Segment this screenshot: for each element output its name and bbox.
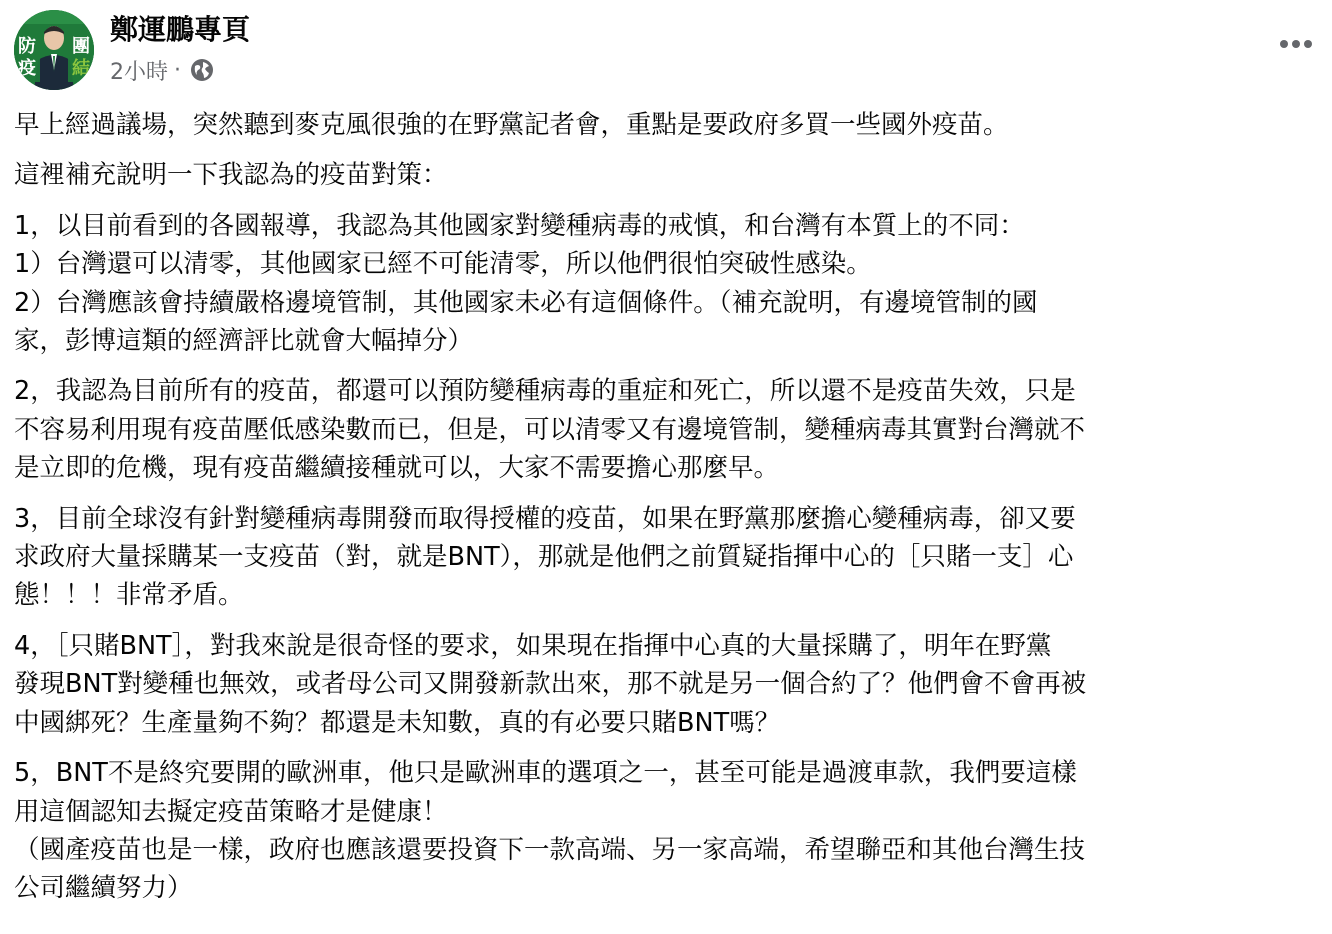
- paragraph-7: [14, 754, 1314, 908]
- text-line: 家，彭博這類的經濟評比就會大幅掉分）: [14, 326, 474, 357]
- text-line: 2，我認為目前所有的疫苗，都還可以預防變種病毒的重症和死亡，所以還不是疫苗失效，只是: [14, 376, 1076, 407]
- text-line: 5，BNT不是終究要開的歐洲車，他只是歐洲車的選項之一，甚至可能是過渡車款，我們要這樣: [14, 758, 1077, 789]
- text-line: （國產疫苗也是一樣，政府也應該還要投資下一款高端、另一家高端，希望聯亞和其他台灣生技: [14, 834, 1086, 865]
- more-horizontal-icon: [1279, 39, 1313, 49]
- text-line: 態！！！非常矛盾。: [14, 580, 244, 611]
- avatar-char-3: 團: [72, 36, 90, 57]
- paragraph-1: [14, 106, 1314, 144]
- globe-icon[interactable]: [189, 57, 215, 83]
- text-line: 不容易利用現有疫苗壓低感染數而已，但是，可以清零又有邊境管制，變種病毒其實對台灣就不: [14, 414, 1086, 445]
- meta-separator: ·: [174, 57, 181, 83]
- text-line: 2）台灣應該會持續嚴格邊境管制，其他國家未必有這個條件。（補充說明，有邊境管制的國: [14, 287, 1038, 318]
- text-line: 1）台灣還可以清零，其他國家已經不可能清零，所以他們很怕突破性感染。: [14, 249, 872, 280]
- avatar-char-1: 防: [18, 36, 36, 57]
- author-name[interactable]: 鄭運鵬專頁: [110, 13, 251, 46]
- text-line: 求政府大量採購某一支疫苗（對，就是BNT），那就是他們之前質疑指揮中心的［只賭一支］心: [14, 542, 1074, 573]
- paragraph-2: [14, 156, 1314, 194]
- avatar-char-4: 結: [72, 58, 90, 79]
- paragraph-3: [14, 207, 1314, 361]
- text-line: 用這個認知去擬定疫苗策略才是健康！: [14, 796, 448, 827]
- text-line: 這裡補充說明一下我認為的疫苗對策：: [14, 160, 448, 191]
- text-line: 公司繼續努力）: [14, 873, 193, 904]
- text-line: 4，［只賭BNT］，對我來說是很奇怪的要求，如果現在指揮中心真的大量採購了，明年在野黨: [14, 630, 1052, 661]
- post-time[interactable]: 2小時: [110, 59, 168, 85]
- avatar-char-2: 疫: [18, 58, 36, 79]
- text-line: 是立即的危機，現有疫苗繼續接種就可以，大家不需要擔心那麼早。: [14, 453, 780, 484]
- text-line: 中國綁死？生產量夠不夠？都還是未知數，真的有必要只賭BNT嗎？: [14, 707, 781, 738]
- post-meta: [110, 54, 215, 86]
- text-line: 1，以目前看到的各國報導，我認為其他國家對變種病毒的戒慎，和台灣有本質上的不同：: [14, 210, 1025, 241]
- avatar-image: [14, 10, 94, 90]
- more-options-button[interactable]: [1274, 26, 1318, 62]
- paragraph-6: [14, 627, 1314, 742]
- paragraph-4: [14, 372, 1314, 487]
- avatar[interactable]: [14, 10, 94, 90]
- text-line: 早上經過議場，突然聽到麥克風很強的在野黨記者會，重點是要政府多買一些國外疫苗。: [14, 110, 1009, 140]
- text-line: 3，目前全球沒有針對變種病毒開發而取得授權的疫苗，如果在野黨那麼擔心變種病毒，卻又要: [14, 503, 1076, 534]
- paragraph-5: [14, 500, 1314, 615]
- post-content: [14, 106, 1314, 920]
- post-header: [14, 10, 1318, 92]
- text-line: 發現BNT對變種也無效，或者母公司又開發新款出來，那不就是另一個合約了？他們會不會再被: [14, 669, 1087, 700]
